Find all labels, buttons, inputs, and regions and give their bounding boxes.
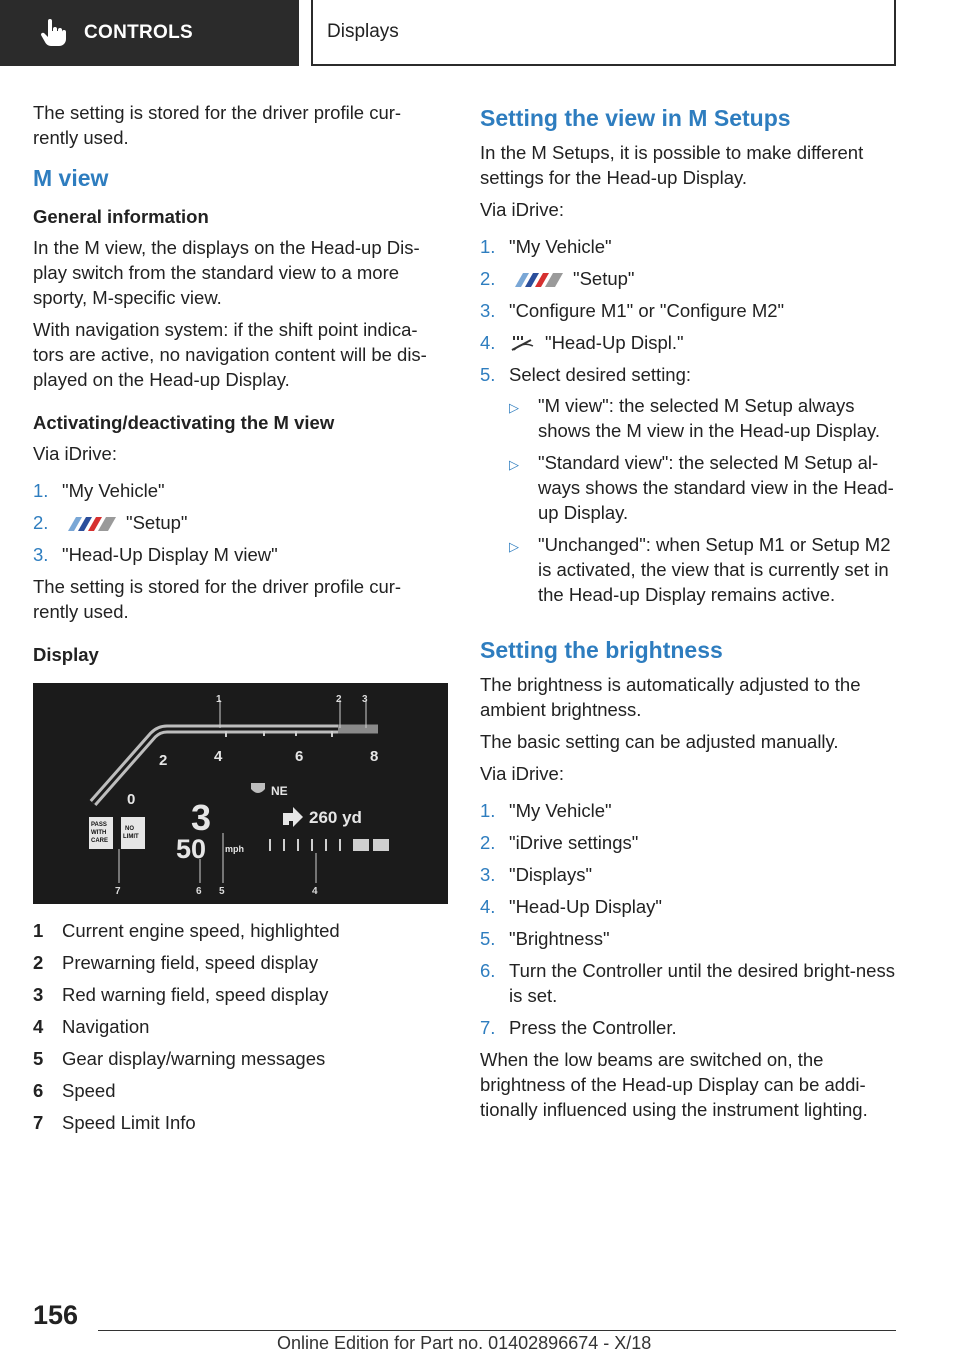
- option-text: "Standard view": the selected M Setup al-ways shows the standard view in the Head-up Display.: [538, 452, 894, 523]
- list-item: [33, 510, 445, 535]
- closing-paragraph: When the low beams are switched on, the brightness of the Head-up Display can be addi-tionally influenced using the instrument lighting.: [480, 1049, 868, 1120]
- step-number: 5.: [480, 364, 496, 385]
- via-idrive: Via iDrive:: [33, 443, 117, 464]
- step-text: "Configure M1" or "Configure M2": [509, 300, 785, 321]
- step-text: "Setup": [126, 512, 188, 533]
- list-item: [33, 982, 445, 1007]
- callout-number: 5: [219, 886, 225, 897]
- list-item: [33, 1014, 445, 1039]
- legend-text: Navigation: [62, 1016, 150, 1037]
- triangle-bullet-icon: ▷: [509, 400, 519, 415]
- list-item: [509, 450, 900, 525]
- list-item: [480, 330, 900, 355]
- hud-illustration: [33, 683, 448, 904]
- activate-steps: [33, 478, 445, 567]
- step-number: 2.: [480, 832, 496, 853]
- brightness-heading: Setting the brightness: [480, 637, 723, 663]
- step-number: 1.: [480, 800, 496, 821]
- list-item: [480, 926, 900, 951]
- step-text: Select desired setting:: [509, 364, 692, 385]
- list-item: [480, 958, 900, 1008]
- msetups-steps: [480, 234, 900, 614]
- intro-paragraph: The setting is stored for the driver profile cur-rently used.: [33, 102, 402, 148]
- list-item: [33, 1078, 445, 1103]
- display-heading: Display: [33, 644, 99, 665]
- list-item: [33, 1110, 445, 1135]
- step-text: "My Vehicle": [509, 800, 612, 821]
- svg-text:NO: NO: [125, 826, 134, 832]
- legend-text: Gear display/warning messages: [62, 1048, 326, 1069]
- list-item: [509, 532, 900, 607]
- general-heading: General information: [33, 206, 209, 227]
- list-item: [33, 542, 445, 567]
- gear-mark: 2: [159, 752, 168, 769]
- m-logo-icon: [62, 517, 116, 531]
- list-item: [33, 478, 445, 503]
- step-number: 3.: [480, 300, 496, 321]
- section-label: CONTROLS: [84, 22, 194, 43]
- callout-number: 4: [312, 886, 318, 897]
- footer-divider: [98, 1330, 896, 1331]
- legend-number: 3: [33, 984, 44, 1005]
- topic-label: Displays: [327, 21, 399, 42]
- gear-mark: 4: [214, 748, 223, 765]
- list-item: [480, 894, 900, 919]
- legend-text: Red warning field, speed display: [62, 984, 329, 1005]
- mview-heading: M view: [33, 165, 109, 191]
- step-text: Turn the Controller until the desired bright-ness is set.: [509, 960, 895, 1006]
- list-item: [509, 393, 900, 443]
- legend-number: 2: [33, 952, 44, 973]
- m-logo-icon: [509, 273, 563, 287]
- step-text: "iDrive settings": [509, 832, 639, 853]
- callout-number: 2: [336, 694, 342, 705]
- callout-number: 3: [362, 694, 368, 705]
- step-text: "Head-Up Display M view": [62, 544, 278, 565]
- step-number: 1.: [33, 480, 49, 501]
- legend-number: 6: [33, 1080, 44, 1101]
- step-text: "Head-Up Display": [509, 896, 662, 917]
- legend-number: 7: [33, 1112, 44, 1133]
- via-idrive: Via iDrive:: [480, 199, 564, 220]
- list-item: [480, 234, 900, 259]
- svg-text:WITH: WITH: [91, 830, 107, 836]
- step-text: "Setup": [573, 268, 635, 289]
- step-text: Press the Controller.: [509, 1017, 677, 1038]
- list-item: [480, 798, 900, 823]
- triangle-bullet-icon: ▷: [509, 539, 519, 554]
- list-item: [480, 862, 900, 887]
- activate-heading: Activating/deactivating the M view: [33, 412, 335, 433]
- step-text: "My Vehicle": [509, 236, 612, 257]
- step-number: 1.: [480, 236, 496, 257]
- step-number: 3.: [33, 544, 49, 565]
- callout-number: 1: [216, 694, 222, 705]
- compass-text: NE: [271, 784, 288, 798]
- msetups-heading: Setting the view in M Setups: [480, 105, 791, 131]
- shield-icon: [251, 783, 265, 793]
- brightness-steps: [480, 798, 900, 1040]
- list-item: [33, 918, 445, 943]
- no-limit-sign: [121, 817, 145, 849]
- pointing-hand-icon: [40, 19, 66, 47]
- step-text: "My Vehicle": [62, 480, 165, 501]
- nav-distance: 260 yd: [309, 808, 362, 827]
- speed-unit: mph: [225, 844, 244, 854]
- list-item: [33, 1046, 445, 1071]
- option-text: "M view": the selected M Setup always shows the M view in the Head-up Display.: [538, 395, 881, 441]
- left-column: [33, 100, 445, 1142]
- gear-mark: 6: [295, 748, 304, 765]
- gear-display: 3: [191, 797, 212, 838]
- list-item: [480, 830, 900, 855]
- topic-box: [311, 0, 896, 66]
- callout-number: 7: [115, 886, 121, 897]
- list-item: [480, 266, 900, 291]
- step-number: 4.: [480, 896, 496, 917]
- step-number: 3.: [480, 864, 496, 885]
- step-text: "Displays": [509, 864, 593, 885]
- speed-display: 50: [176, 834, 207, 864]
- gear-mark: 0: [127, 791, 136, 808]
- brightness-paragraph-2: The basic setting can be adjusted manually.: [480, 731, 839, 752]
- brightness-paragraph-1: The brightness is automatically adjusted to the ambient brightness.: [480, 674, 861, 720]
- figure-legend: [33, 918, 445, 1135]
- page-header: [0, 0, 960, 66]
- step-number: 7.: [480, 1017, 496, 1038]
- svg-text:PASS: PASS: [91, 822, 107, 828]
- legend-text: Speed Limit Info: [62, 1112, 196, 1133]
- option-text: "Unchanged": when Setup M1 or Setup M2 is activated, the view that is currently set in the Head-up Display remains active.: [538, 534, 891, 605]
- general-paragraph-1: In the M view, the displays on the Head-up Dis-play switch from the standard view to a more sporty, M-specific view.: [33, 237, 420, 308]
- step-number: 4.: [480, 332, 496, 353]
- edition-note: Online Edition for Part no. 01402896674 - X/18: [277, 1333, 652, 1353]
- step-text: "Head-Up Displ.": [545, 332, 684, 353]
- legend-number: 5: [33, 1048, 44, 1069]
- step-number: 2.: [33, 512, 49, 533]
- step-text: "Brightness": [509, 928, 610, 949]
- right-column: [480, 100, 900, 1129]
- general-paragraph-2: With navigation system: if the shift point indica-tors are active, no navigation content will be dis-played on the Head-up Display.: [33, 319, 427, 390]
- section-tab: [0, 0, 299, 66]
- legend-number: 1: [33, 920, 44, 941]
- step-number: 2.: [480, 268, 496, 289]
- legend-text: Current engine speed, highlighted: [62, 920, 340, 941]
- list-item: [480, 362, 900, 614]
- legend-number: 4: [33, 1016, 44, 1037]
- setting-options: [509, 393, 900, 607]
- rev-band: [93, 729, 378, 803]
- list-item: [480, 1015, 900, 1040]
- hud-wiper-icon: [509, 335, 535, 353]
- msetups-paragraph: In the M Setups, it is possible to make different settings for the Head-up Display.: [480, 142, 864, 188]
- via-idrive: Via iDrive:: [480, 763, 564, 784]
- list-item: [33, 950, 445, 975]
- list-item: [480, 298, 900, 323]
- after-paragraph: The setting is stored for the driver profile cur-rently used.: [33, 576, 402, 622]
- legend-text: Speed: [62, 1080, 116, 1101]
- svg-text:LIMIT: LIMIT: [123, 834, 139, 840]
- hud-m-view-figure: [33, 683, 448, 904]
- lane-guidance: [269, 839, 389, 851]
- gear-mark: 8: [370, 748, 379, 765]
- callout-number: 6: [196, 886, 202, 897]
- legend-text: Prewarning field, speed display: [62, 952, 319, 973]
- step-number: 6.: [480, 960, 496, 981]
- turn-arrow-icon: [283, 807, 303, 827]
- step-number: 5.: [480, 928, 496, 949]
- page-number: 156: [33, 1300, 79, 1330]
- triangle-bullet-icon: ▷: [509, 457, 519, 472]
- svg-text:CARE: CARE: [91, 838, 109, 844]
